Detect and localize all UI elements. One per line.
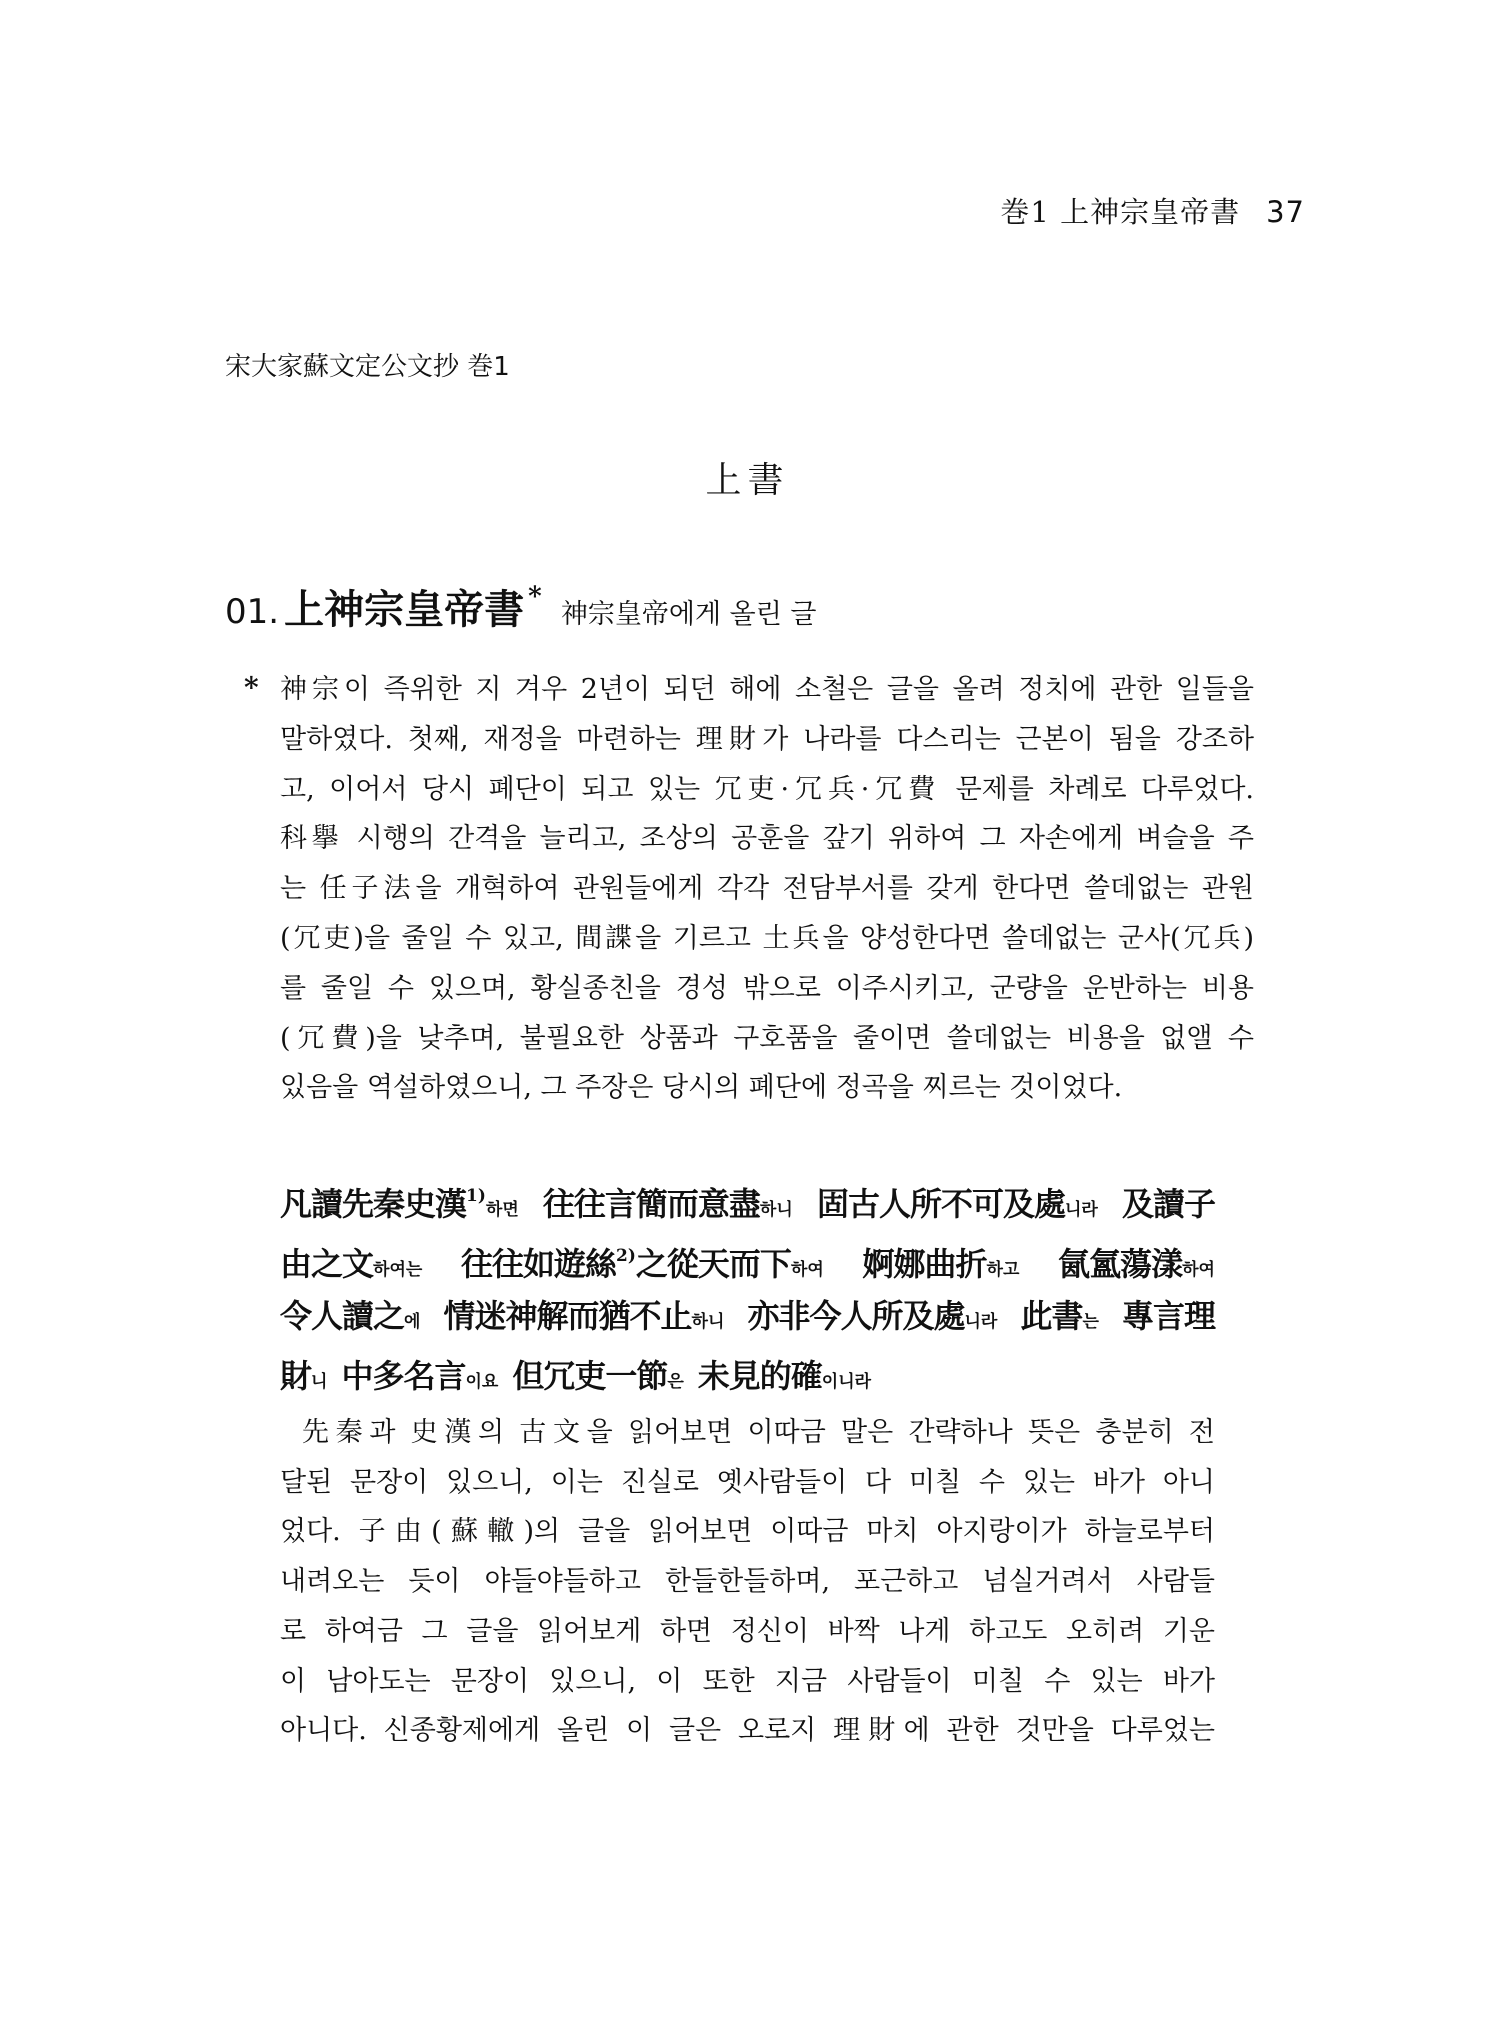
original-text xyxy=(280,1166,1215,1406)
hanja-text: 往往言簡而意盡 xyxy=(542,1185,760,1223)
hanja-text: 往往如遊絲 xyxy=(461,1245,617,1283)
headnote xyxy=(244,665,1254,1113)
hanja-text: 令人讀之 xyxy=(280,1297,405,1335)
original-phrase xyxy=(280,1346,327,1412)
headnote-line: (冗吏)을 줄일 수 있고, 間諜을 기르고 土兵을 양성한다면 쓸데없는 군사(冗兵) xyxy=(280,922,1254,954)
piece-subtitle: 神宗皇帝에게 올린 글 xyxy=(560,599,817,630)
piece-title-hanja: 上神宗皇帝書 xyxy=(284,586,525,633)
headnote-body xyxy=(280,665,1254,1113)
headnote-asterisk: * xyxy=(244,671,259,704)
headnote-line: 神宗이 즉위한 지 겨우 2년이 되던 해에 소철은 글을 올려 정치에 관한 일들을 xyxy=(280,674,1254,705)
original-line xyxy=(280,1286,1215,1346)
headnote-line: 말하였다. 첫째, 재정을 마련하는 理財가 나라를 다스리는 근본이 됨을 강조하 xyxy=(280,723,1254,755)
original-phrase xyxy=(341,1346,498,1412)
translation-line: 로 하여금 그 글을 읽어보게 하면 정신이 바짝 나게 하고도 오히려 기운 xyxy=(280,1615,1215,1647)
original-phrase xyxy=(817,1174,1098,1240)
original-phrase xyxy=(1122,1286,1215,1352)
headnote-line: 科擧 시행의 간격을 늘리고, 조상의 공훈을 갚기 위하여 그 자손에게 벼슬을 주 xyxy=(280,823,1254,855)
translation-text xyxy=(280,1408,1215,1756)
translation-line: 달된 문장이 있으니, 이는 진실로 옛사람들이 다 미칠 수 있는 바가 아니 xyxy=(280,1466,1215,1498)
section-title: 上書 xyxy=(705,460,790,501)
particle-text: 하면 xyxy=(485,1200,519,1220)
translation-line: 내려오는 듯이 야들야들하고 한들한들하며, 포근하고 넘실거려서 사람들 xyxy=(280,1566,1215,1598)
running-title: 巻1 上神宗皇帝書 xyxy=(1000,195,1241,229)
hanja-text: 之從天而下 xyxy=(635,1245,791,1283)
particle-text: 에 xyxy=(404,1312,421,1332)
piece-title xyxy=(225,578,816,635)
page-number: 37 xyxy=(1266,195,1305,229)
hanja-text: 專言理 xyxy=(1121,1297,1215,1335)
footnote-ref: 2) xyxy=(616,1246,636,1266)
headnote-line: 고, 이어서 당시 폐단이 되고 있는 冗吏·冗兵·冗費 문제를 차례로 다루었다. xyxy=(280,773,1254,805)
original-line xyxy=(280,1166,1215,1226)
original-phrase xyxy=(747,1286,997,1352)
headnote-line: (冗費)을 낮추며, 불필요한 상품과 구호품을 줄이면 쓸데없는 비용을 없앨 수 xyxy=(280,1022,1254,1054)
particle-text: 하니 xyxy=(759,1200,793,1220)
hanja-text: 財 xyxy=(280,1357,312,1395)
footnote-ref: 1) xyxy=(466,1186,486,1206)
translation-line: 先秦과 史漢의 古文을 읽어보면 이따금 말은 간략하나 뜻은 충분히 전 xyxy=(302,1417,1215,1448)
piece-number: 01. xyxy=(225,592,280,632)
particle-text: 하여 xyxy=(790,1260,824,1280)
running-header xyxy=(1000,190,1305,231)
hanja-text: 及讀子 xyxy=(1121,1185,1215,1223)
hanja-text: 中多名言 xyxy=(341,1357,466,1395)
original-phrase xyxy=(444,1286,725,1352)
original-phrase xyxy=(698,1346,871,1412)
headnote-line: 는 任子法을 개혁하여 관원들에게 각각 전담부서를 갖게 한다면 쓸데없는 관원 xyxy=(280,873,1254,905)
translation-line: 이 남아도는 문장이 있으니, 이 또한 지금 사람들이 미칠 수 있는 바가 xyxy=(280,1665,1215,1697)
particle-text: 이니라 xyxy=(821,1372,872,1392)
hanja-text: 氤氳蕩漾 xyxy=(1058,1245,1183,1283)
hanja-text: 凡讀先秦史漢 xyxy=(280,1185,467,1223)
particle-text: 니라 xyxy=(1064,1200,1098,1220)
particle-text: 니 xyxy=(311,1372,328,1392)
hanja-text: 固古人所不可及處 xyxy=(816,1185,1065,1223)
particle-text: 하고 xyxy=(986,1260,1020,1280)
hanja-text: 此書 xyxy=(1020,1297,1083,1335)
particle-text: 는 xyxy=(1082,1312,1099,1332)
original-phrase xyxy=(512,1346,683,1412)
hanja-text: 情迷神解而猶不止 xyxy=(443,1297,692,1335)
hanja-text: 但冗吏一節 xyxy=(512,1357,668,1395)
hanja-text: 婀娜曲折 xyxy=(862,1245,987,1283)
original-phrase xyxy=(280,1286,420,1352)
particle-text: 은 xyxy=(667,1372,684,1392)
translation-line: 었다. 子由(蘇轍)의 글을 읽어보면 이따금 마치 아지랑이가 하늘로부터 xyxy=(280,1516,1215,1548)
particle-text: 니라 xyxy=(964,1312,998,1332)
particle-text: 하여는 xyxy=(373,1260,423,1280)
original-phrase xyxy=(1020,1286,1098,1352)
headnote-line: 를 줄일 수 있으며, 황실종친을 경성 밖으로 이주시키고, 군량을 운반하는 비용 xyxy=(280,972,1254,1004)
particle-text: 이요 xyxy=(465,1372,499,1392)
particle-text: 하여 xyxy=(1182,1260,1215,1280)
translation-line: 아니다. 신종황제에게 올린 이 글은 오로지 理財에 관한 것만을 다루었는 xyxy=(280,1715,1215,1747)
original-line xyxy=(280,1226,1215,1286)
book-title: 宋大家蘇文定公文抄 巻1 xyxy=(225,352,510,382)
particle-text: 하니 xyxy=(691,1312,725,1332)
original-phrase xyxy=(1122,1174,1215,1240)
hanja-text: 由之文 xyxy=(280,1245,374,1283)
hanja-text: 亦非今人所及處 xyxy=(747,1297,965,1335)
footnote-asterisk: * xyxy=(528,582,542,612)
hanja-text: 未見的確 xyxy=(697,1357,822,1395)
headnote-line: 있음을 역설하였으니, 그 주장은 당시의 폐단에 정곡을 찌르는 것이었다. xyxy=(280,1072,1123,1104)
original-line xyxy=(280,1346,1215,1406)
